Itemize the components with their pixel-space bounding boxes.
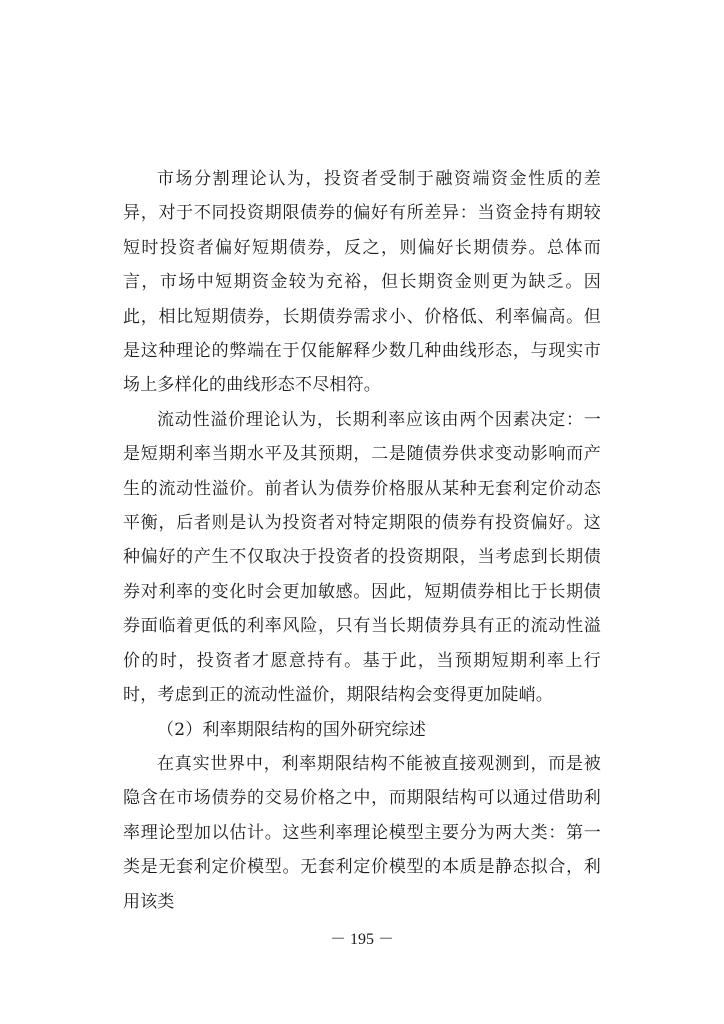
section-heading: （2）利率期限结构的国外研究综述 [157, 719, 427, 740]
page-number: － 195 － [329, 931, 394, 948]
paragraph-market-segmentation: 市场分割理论认为，投资者受制于融资端资金性质的差异，对于不同投资期限债券的偏好有所差异：当资金持有期较短时投资者偏好短期债券，反之，则偏好长期债券。总体而言，市场中短期资金较为充裕，但长期资金则更为缺乏。因此，相比短期债券，长期债券需求小、价格低、利率偏高。但是这种理论的弊端在于仅能解释少数几种曲线形态，与现实市场上多样化的曲线形态不尽相符。 [123, 169, 601, 396]
paragraph-liquidity-premium: 流动性溢价理论认为，长期利率应该由两个因素决定：一是短期利率当期水平及其预期，二是随债券供求变动影响而产生的流动性溢价。前者认为债券价格服从某种无套利定价动态平衡，后者则是认为投资者对特定期限的债券有投资偏好。这种偏好的产生不仅取决于投资者的投资期限，当考虑到长期债券对利率的变化时会更加敏感。因此，短期债券相比于长期债券面临着更低的利率风险，只有当长期债券具有正的流动性溢价的时，投资者才愿意持有。基于此，当预期短期利率上行时，考虑到正的流动性溢价，期限结构会变得更加陡峭。 [123, 409, 601, 706]
body-text [123, 162, 601, 919]
paragraph-real-world: 在真实世界中，利率期限结构不能被直接观测到，而是被隐含在市场债券的交易价格之中，而期限结构可以通过借助利率理论型加以估计。这些利率理论模型主要分为两大类：第一类是无套利定价模型。无套利定价模型的本质是静态拟合，利用该类 [123, 753, 601, 912]
